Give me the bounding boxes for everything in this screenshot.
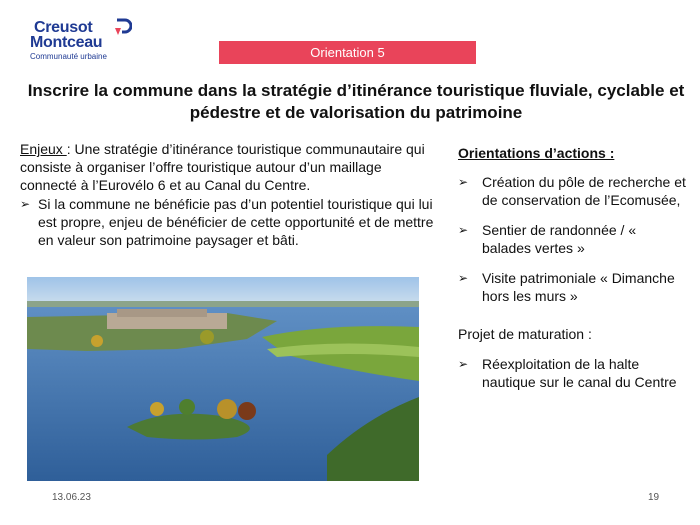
arrow-bullet-icon: ➢	[458, 175, 469, 189]
orientation-item	[458, 221, 688, 257]
enjeux-paragraph	[20, 140, 440, 194]
logo	[30, 18, 140, 68]
orientations-section	[458, 144, 688, 403]
logo-line2: Montceau	[30, 34, 103, 51]
logo-line3: Communauté urbaine	[30, 52, 107, 61]
orientation-item-text: Sentier de randonnée / « balades vertes »	[482, 222, 637, 256]
arrow-bullet-icon: ➢	[458, 357, 469, 371]
projet-item	[458, 355, 688, 391]
projet-heading: Projet de maturation :	[458, 326, 592, 342]
enjeux-text: : Une stratégie d’itinérance touristique communautaire qui consiste à organiser l’offre touristique autour d’un maillage connecté à l’Eurovélo 6 et au Canal du Centre.	[20, 141, 425, 193]
orientations-heading: Orientations d’actions :	[458, 145, 615, 161]
enjeux-bullet-text: Si la commune ne bénéficie pas d’un potentiel touristique qui lui est propre, enjeu de bénéficier de cette opportunité et de mettre en valeur son patrimoine paysager et bâti.	[38, 196, 434, 248]
page-number: 19	[648, 492, 660, 503]
footer-date: 13.06.23	[52, 492, 91, 503]
enjeux-label: Enjeux	[20, 141, 67, 157]
arrow-bullet-icon: ➢	[20, 197, 31, 211]
arrow-bullet-icon: ➢	[458, 223, 469, 237]
orientation-banner: Orientation 5	[219, 41, 476, 64]
projet-item-text: Réexploitation de la halte nautique sur le canal du Centre	[482, 356, 677, 390]
logo-line1: Creusot	[34, 19, 93, 36]
logo-mark-icon	[114, 18, 132, 38]
aerial-photo	[27, 277, 419, 481]
enjeux-section	[20, 140, 440, 249]
slide-title: Inscrire la commune dans la stratégie d’itinérance touristique fluviale, cyclable et pédestre et de valorisation du patrimoine	[27, 81, 685, 122]
enjeux-bullet	[20, 195, 440, 249]
orientation-item-text: Création du pôle de recherche et de conservation de l’Ecomusée,	[482, 174, 686, 208]
orientation-item	[458, 269, 688, 305]
orientation-item-text: Visite patrimoniale « Dimanche hors les murs »	[482, 270, 675, 304]
orientation-item	[458, 173, 688, 209]
arrow-bullet-icon: ➢	[458, 271, 469, 285]
